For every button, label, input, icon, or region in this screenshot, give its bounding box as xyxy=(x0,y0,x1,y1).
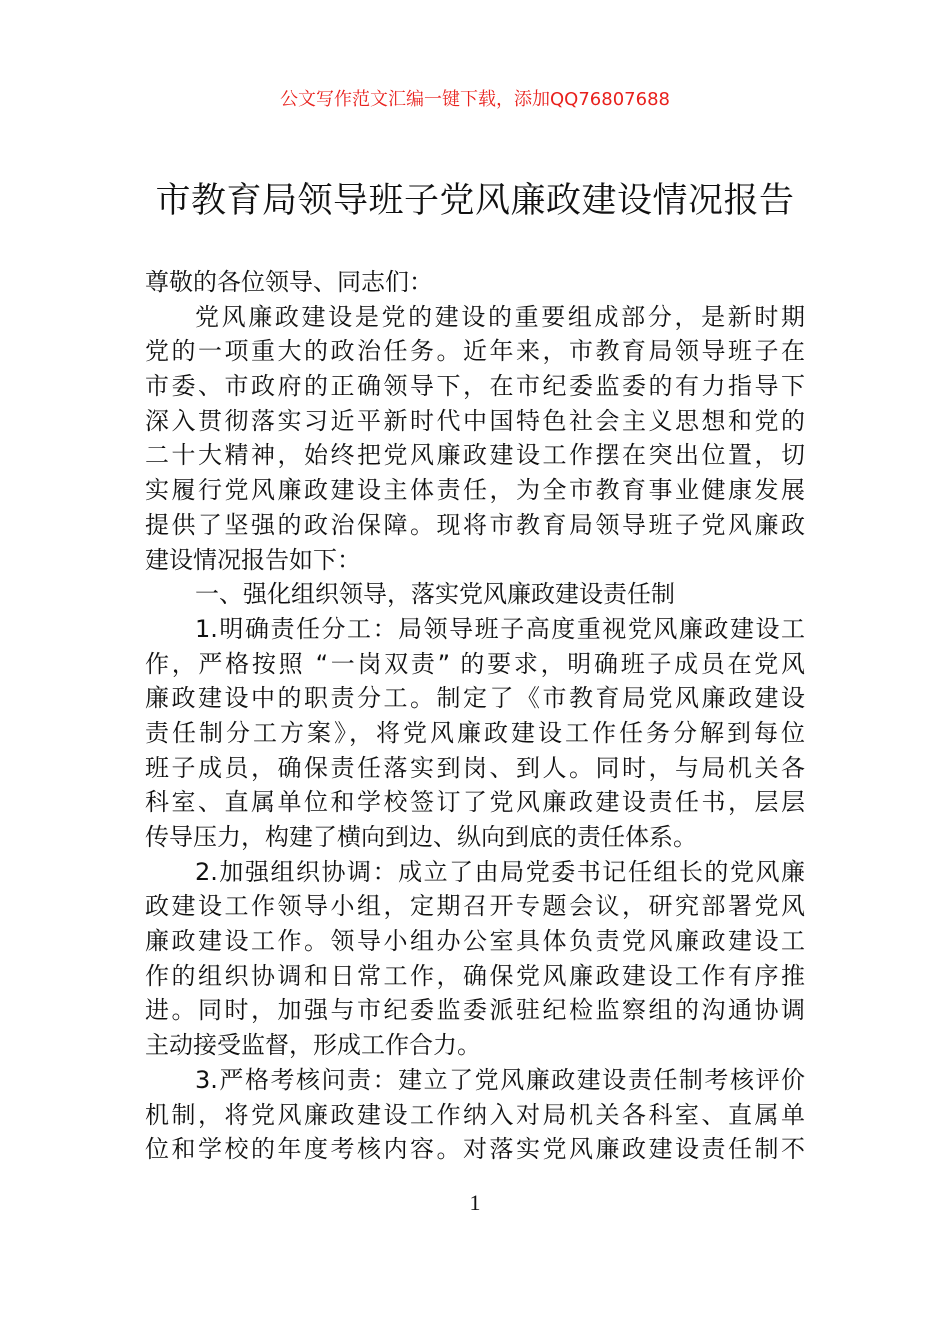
document-title: 市教育局领导班子党风廉政建设情况报告 xyxy=(155,181,795,221)
text-line: 建设情况报告如下： xyxy=(145,545,361,574)
text-line: 责任制分工方案》，将党风廉政建设工作任务分解到每位 xyxy=(145,718,805,747)
header-note: 公文写作范文汇编一键下载，添加QQ76807688 xyxy=(280,89,670,110)
page-number: 1 xyxy=(469,1190,481,1215)
salutation: 尊敬的各位领导、同志们： xyxy=(145,268,433,296)
text-line: 主动接受监督，形成工作合力。 xyxy=(145,1031,481,1060)
text-line: 廉政建设工作。领导小组办公室具体负责党风廉政建设工 xyxy=(145,927,805,956)
paragraph xyxy=(145,612,805,855)
text-line: 政建设工作领导小组，定期召开专题会议，研究部署党风 xyxy=(145,892,805,921)
text-line: 位和学校的年度考核内容。对落实党风廉政建设责任制不 xyxy=(145,1135,805,1164)
text-line: 2.加强组织协调：成立了由局党委书记任组长的党风廉 xyxy=(195,857,805,886)
text-line: 实履行党风廉政建设主体责任，为全市教育事业健康发展 xyxy=(145,476,805,505)
text-line: 1.明确责任分工：局领导班子高度重视党风廉政建设工 xyxy=(195,614,805,643)
text-line: 一、强化组织领导，落实党风廉政建设责任制 xyxy=(195,580,675,609)
document-body xyxy=(145,265,805,1167)
text-line: 作的组织协调和日常工作，确保党风廉政建设工作有序推 xyxy=(145,961,805,990)
paragraphs xyxy=(145,300,805,1167)
paragraph xyxy=(145,855,805,1063)
text-line: 班子成员，确保责任落实到岗、到人。同时，与局机关各 xyxy=(145,753,805,782)
text-line: 党风廉政建设是党的建设的重要组成部分，是新时期 xyxy=(195,302,805,331)
text-line: 进。同时，加强与市纪委监委派驻纪检监察组的沟通协调 xyxy=(145,996,805,1025)
paragraph xyxy=(145,1063,805,1167)
text-line: 二十大精神，始终把党风廉政建设工作摆在突出位置，切 xyxy=(145,441,805,470)
text-line: 科室、直属单位和学校签订了党风廉政建设责任书，层层 xyxy=(145,788,805,817)
text-line: 3.严格考核问责：建立了党风廉政建设责任制考核评价 xyxy=(195,1065,805,1094)
text-line: 党的一项重大的政治任务。近年来，市教育局领导班子在 xyxy=(145,337,805,366)
text-line: 提供了坚强的政治保障。现将市教育局领导班子党风廉政 xyxy=(145,510,805,539)
text-line: 市委、市政府的正确领导下，在市纪委监委的有力指导下 xyxy=(145,372,805,401)
text-line: 廉政建设中的职责分工。制定了《市教育局党风廉政建设 xyxy=(145,684,805,713)
paragraph xyxy=(145,300,805,578)
text-line: 深入贯彻落实习近平新时代中国特色社会主义思想和党的 xyxy=(145,406,805,435)
text-line: 传导压力，构建了横向到边、纵向到底的责任体系。 xyxy=(145,823,697,851)
paragraph xyxy=(145,577,805,612)
text-line: 作，严格按照 “一岗双责” 的要求，明确班子成员在党风 xyxy=(145,649,805,678)
text-line: 机制，将党风廉政建设工作纳入对局机关各科室、直属单 xyxy=(145,1100,805,1129)
